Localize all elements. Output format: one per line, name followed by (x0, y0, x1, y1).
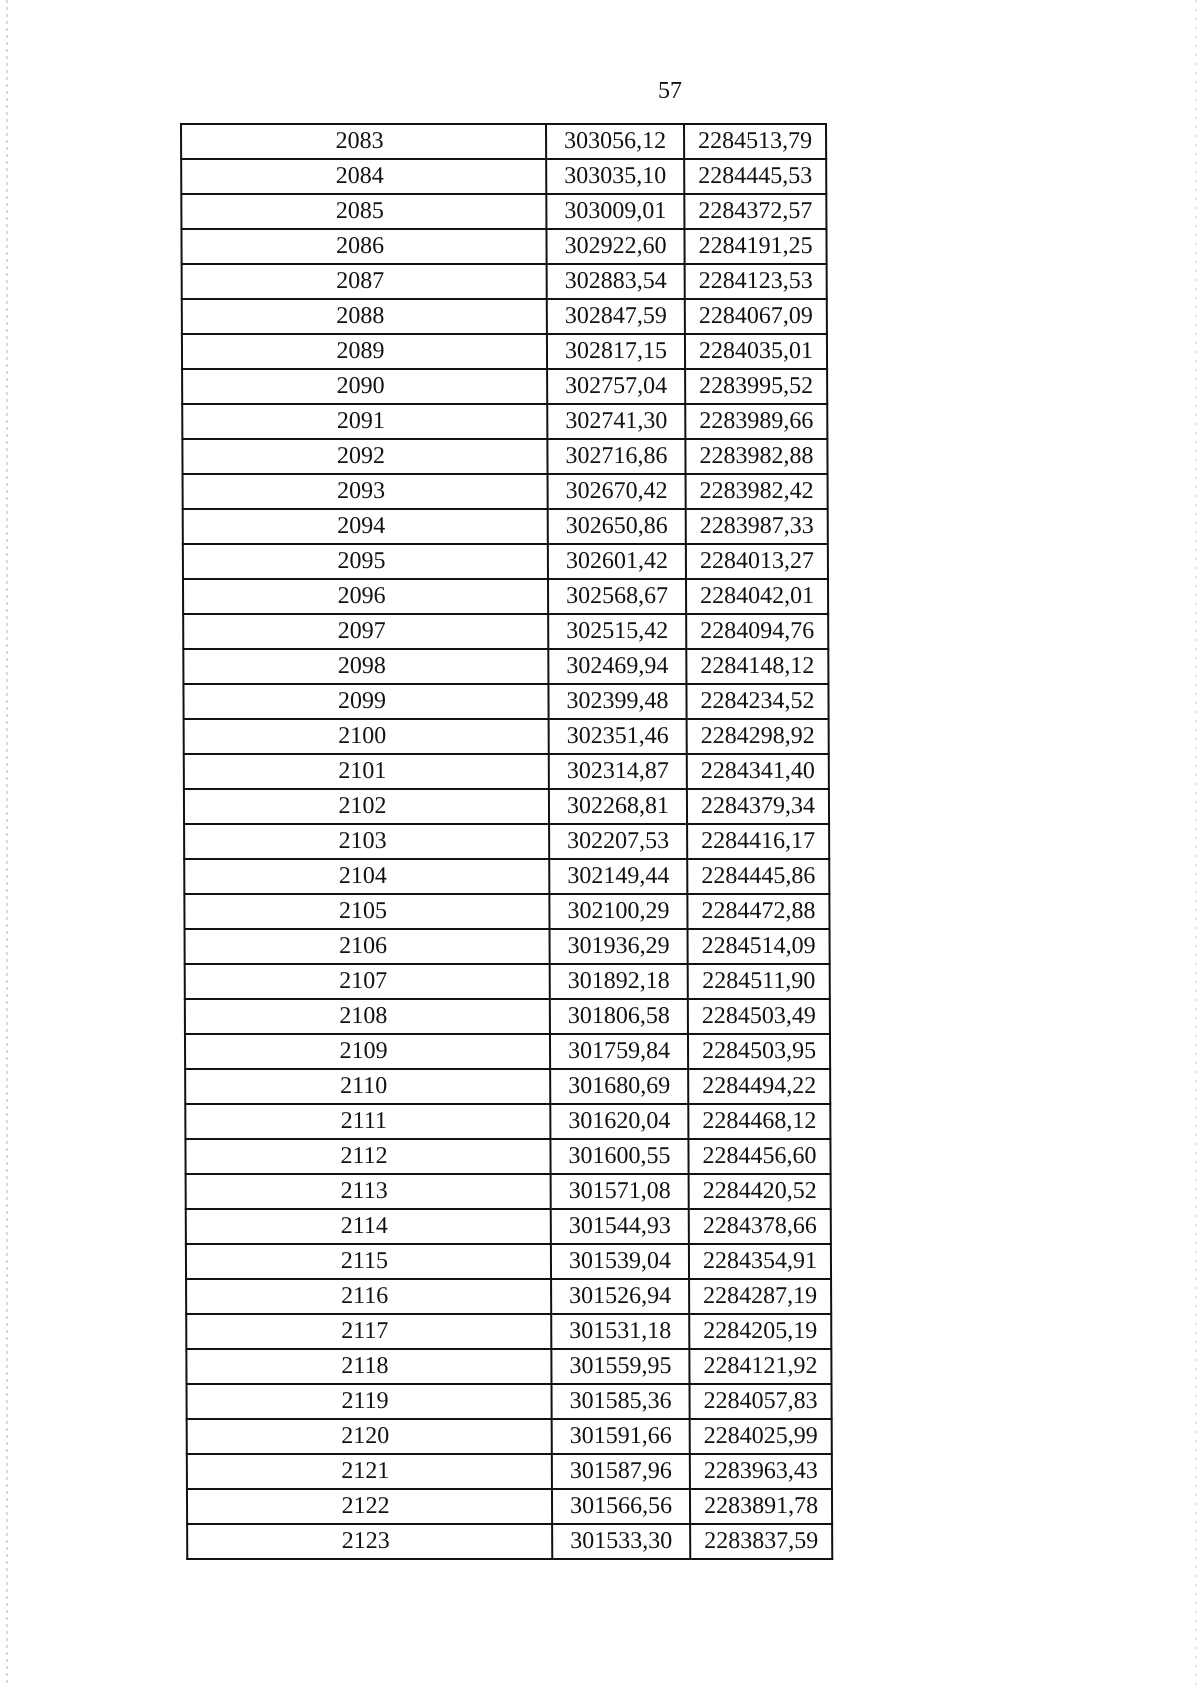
x-coordinate-cell: 302650,86 (548, 509, 686, 544)
point-number-cell: 2110 (185, 1069, 550, 1104)
point-number-cell: 2090 (182, 369, 547, 404)
page-number: 57 (658, 78, 682, 104)
point-number-cell: 2106 (185, 929, 550, 964)
point-number-cell: 2108 (185, 999, 550, 1034)
point-number-cell: 2088 (182, 299, 547, 334)
point-number-cell: 2084 (181, 159, 546, 194)
y-coordinate-cell: 2284123,53 (685, 264, 827, 299)
x-coordinate-cell: 302314,87 (549, 754, 687, 789)
y-coordinate-cell: 2284287,19 (689, 1279, 831, 1314)
table-row (187, 1524, 832, 1559)
y-coordinate-cell: 2284298,92 (687, 719, 829, 754)
point-number-cell: 2096 (183, 579, 548, 614)
x-coordinate-cell: 303009,01 (546, 194, 684, 229)
x-coordinate-cell: 301591,66 (552, 1419, 690, 1454)
x-coordinate-cell: 302670,42 (548, 474, 686, 509)
y-coordinate-cell: 2284013,27 (686, 544, 828, 579)
y-coordinate-cell: 2284511,90 (688, 964, 830, 999)
x-coordinate-cell: 301533,30 (552, 1524, 690, 1559)
table-row (185, 999, 830, 1034)
point-number-cell: 2087 (182, 264, 547, 299)
table-row (186, 1314, 831, 1349)
x-coordinate-cell: 301936,29 (550, 929, 688, 964)
x-coordinate-cell: 302268,81 (549, 789, 687, 824)
y-coordinate-cell: 2284456,60 (688, 1139, 830, 1174)
y-coordinate-cell: 2284372,57 (684, 194, 826, 229)
y-coordinate-cell: 2283837,59 (690, 1524, 832, 1559)
table-row (184, 859, 829, 894)
y-coordinate-cell: 2283891,78 (690, 1489, 832, 1524)
x-coordinate-cell: 302515,42 (548, 614, 686, 649)
table-row (183, 579, 828, 614)
table-row (183, 509, 828, 544)
point-number-cell: 2118 (186, 1349, 551, 1384)
point-number-cell: 2102 (184, 789, 549, 824)
table-row (182, 334, 827, 369)
point-number-cell: 2114 (186, 1209, 551, 1244)
x-coordinate-cell: 302757,04 (547, 369, 685, 404)
point-number-cell: 2093 (183, 474, 548, 509)
y-coordinate-cell: 2284121,92 (689, 1349, 831, 1384)
point-number-cell: 2120 (187, 1419, 552, 1454)
table-row (182, 369, 827, 404)
x-coordinate-cell: 301600,55 (550, 1139, 688, 1174)
y-coordinate-cell: 2284035,01 (685, 334, 827, 369)
y-coordinate-cell: 2284416,17 (687, 824, 829, 859)
table-row (187, 1454, 832, 1489)
table-row (185, 929, 830, 964)
y-coordinate-cell: 2284514,09 (688, 929, 830, 964)
point-number-cell: 2109 (185, 1034, 550, 1069)
x-coordinate-cell: 301620,04 (550, 1104, 688, 1139)
x-coordinate-cell: 302817,15 (547, 334, 685, 369)
y-coordinate-cell: 2284234,52 (686, 684, 828, 719)
table-row (184, 754, 829, 789)
x-coordinate-cell: 301566,56 (552, 1489, 690, 1524)
table-row (187, 1384, 832, 1419)
x-coordinate-cell: 303035,10 (546, 159, 684, 194)
x-coordinate-cell: 301680,69 (550, 1069, 688, 1104)
x-coordinate-cell: 301544,93 (551, 1209, 689, 1244)
x-coordinate-cell: 301571,08 (551, 1174, 689, 1209)
point-number-cell: 2083 (181, 124, 546, 159)
y-coordinate-cell: 2284513,79 (684, 124, 826, 159)
point-number-cell: 2123 (187, 1524, 552, 1559)
y-coordinate-cell: 2283982,88 (685, 439, 827, 474)
x-coordinate-cell: 302568,67 (548, 579, 686, 614)
x-coordinate-cell: 302922,60 (546, 229, 684, 264)
x-coordinate-cell: 302351,46 (549, 719, 687, 754)
y-coordinate-cell: 2284468,12 (688, 1104, 830, 1139)
point-number-cell: 2119 (187, 1384, 552, 1419)
scan-edge-left (6, 0, 8, 1686)
table-row (185, 1069, 830, 1104)
x-coordinate-cell: 302883,54 (547, 264, 685, 299)
table-row (186, 1349, 831, 1384)
x-coordinate-cell: 302399,48 (548, 684, 686, 719)
coordinates-table-body (181, 124, 832, 1559)
table-row (185, 1104, 830, 1139)
y-coordinate-cell: 2284205,19 (689, 1314, 831, 1349)
point-number-cell: 2116 (186, 1279, 551, 1314)
table-row (181, 229, 826, 264)
coordinates-table (180, 123, 833, 1560)
point-number-cell: 2100 (184, 719, 549, 754)
table-row (186, 1279, 831, 1314)
y-coordinate-cell: 2284472,88 (687, 894, 829, 929)
y-coordinate-cell: 2284445,53 (684, 159, 826, 194)
x-coordinate-cell: 302601,42 (548, 544, 686, 579)
point-number-cell: 2115 (186, 1244, 551, 1279)
point-number-cell: 2092 (182, 439, 547, 474)
y-coordinate-cell: 2283995,52 (685, 369, 827, 404)
point-number-cell: 2113 (186, 1174, 551, 1209)
point-number-cell: 2097 (183, 614, 548, 649)
table-row (185, 1139, 830, 1174)
table-row (183, 649, 828, 684)
point-number-cell: 2111 (185, 1104, 550, 1139)
table-row (182, 299, 827, 334)
point-number-cell: 2089 (182, 334, 547, 369)
x-coordinate-cell: 302469,94 (548, 649, 686, 684)
y-coordinate-cell: 2284420,52 (689, 1174, 831, 1209)
y-coordinate-cell: 2283982,42 (686, 474, 828, 509)
table-row (182, 264, 827, 299)
x-coordinate-cell: 302100,29 (549, 894, 687, 929)
y-coordinate-cell: 2284378,66 (689, 1209, 831, 1244)
point-number-cell: 2095 (183, 544, 548, 579)
x-coordinate-cell: 302207,53 (549, 824, 687, 859)
point-number-cell: 2107 (185, 964, 550, 999)
table-row (187, 1419, 832, 1454)
table-row (183, 684, 828, 719)
point-number-cell: 2086 (181, 229, 546, 264)
x-coordinate-cell: 302716,86 (547, 439, 685, 474)
y-coordinate-cell: 2284503,49 (688, 999, 830, 1034)
table-row (186, 1209, 831, 1244)
y-coordinate-cell: 2284354,91 (689, 1244, 831, 1279)
table-row (181, 159, 826, 194)
table-row (184, 824, 829, 859)
table-row (184, 789, 829, 824)
table-row (187, 1489, 832, 1524)
point-number-cell: 2104 (184, 859, 549, 894)
x-coordinate-cell: 301526,94 (551, 1279, 689, 1314)
y-coordinate-cell: 2284057,83 (690, 1384, 832, 1419)
x-coordinate-cell: 301892,18 (550, 964, 688, 999)
point-number-cell: 2117 (186, 1314, 551, 1349)
point-number-cell: 2112 (185, 1139, 550, 1174)
x-coordinate-cell: 301806,58 (550, 999, 688, 1034)
coordinates-table-wrapper (180, 123, 831, 1560)
point-number-cell: 2099 (183, 684, 548, 719)
table-row (181, 194, 826, 229)
x-coordinate-cell: 301559,95 (551, 1349, 689, 1384)
y-coordinate-cell: 2284503,95 (688, 1034, 830, 1069)
x-coordinate-cell: 303056,12 (546, 124, 684, 159)
y-coordinate-cell: 2284094,76 (686, 614, 828, 649)
table-row (182, 439, 827, 474)
y-coordinate-cell: 2284148,12 (686, 649, 828, 684)
point-number-cell: 2122 (187, 1489, 552, 1524)
point-number-cell: 2085 (181, 194, 546, 229)
table-row (184, 719, 829, 754)
y-coordinate-cell: 2284445,86 (687, 859, 829, 894)
table-row (186, 1174, 831, 1209)
y-coordinate-cell: 2284379,34 (687, 789, 829, 824)
x-coordinate-cell: 302149,44 (549, 859, 687, 894)
y-coordinate-cell: 2284191,25 (684, 229, 826, 264)
x-coordinate-cell: 301759,84 (550, 1034, 688, 1069)
scan-edge-right (1195, 0, 1197, 1686)
table-row (183, 614, 828, 649)
table-row (185, 964, 830, 999)
y-coordinate-cell: 2283987,33 (686, 509, 828, 544)
y-coordinate-cell: 2284025,99 (690, 1419, 832, 1454)
table-row (181, 124, 826, 159)
x-coordinate-cell: 301585,36 (552, 1384, 690, 1419)
table-row (185, 1034, 830, 1069)
table-row (182, 404, 827, 439)
point-number-cell: 2101 (184, 754, 549, 789)
point-number-cell: 2091 (182, 404, 547, 439)
x-coordinate-cell: 302847,59 (547, 299, 685, 334)
y-coordinate-cell: 2284341,40 (687, 754, 829, 789)
x-coordinate-cell: 301539,04 (551, 1244, 689, 1279)
y-coordinate-cell: 2283989,66 (685, 404, 827, 439)
table-row (183, 544, 828, 579)
y-coordinate-cell: 2284067,09 (685, 299, 827, 334)
point-number-cell: 2098 (183, 649, 548, 684)
x-coordinate-cell: 302741,30 (547, 404, 685, 439)
y-coordinate-cell: 2284494,22 (688, 1069, 830, 1104)
point-number-cell: 2103 (184, 824, 549, 859)
table-row (184, 894, 829, 929)
table-row (183, 474, 828, 509)
point-number-cell: 2094 (183, 509, 548, 544)
x-coordinate-cell: 301587,96 (552, 1454, 690, 1489)
table-row (186, 1244, 831, 1279)
x-coordinate-cell: 301531,18 (551, 1314, 689, 1349)
point-number-cell: 2121 (187, 1454, 552, 1489)
point-number-cell: 2105 (184, 894, 549, 929)
y-coordinate-cell: 2284042,01 (686, 579, 828, 614)
y-coordinate-cell: 2283963,43 (690, 1454, 832, 1489)
